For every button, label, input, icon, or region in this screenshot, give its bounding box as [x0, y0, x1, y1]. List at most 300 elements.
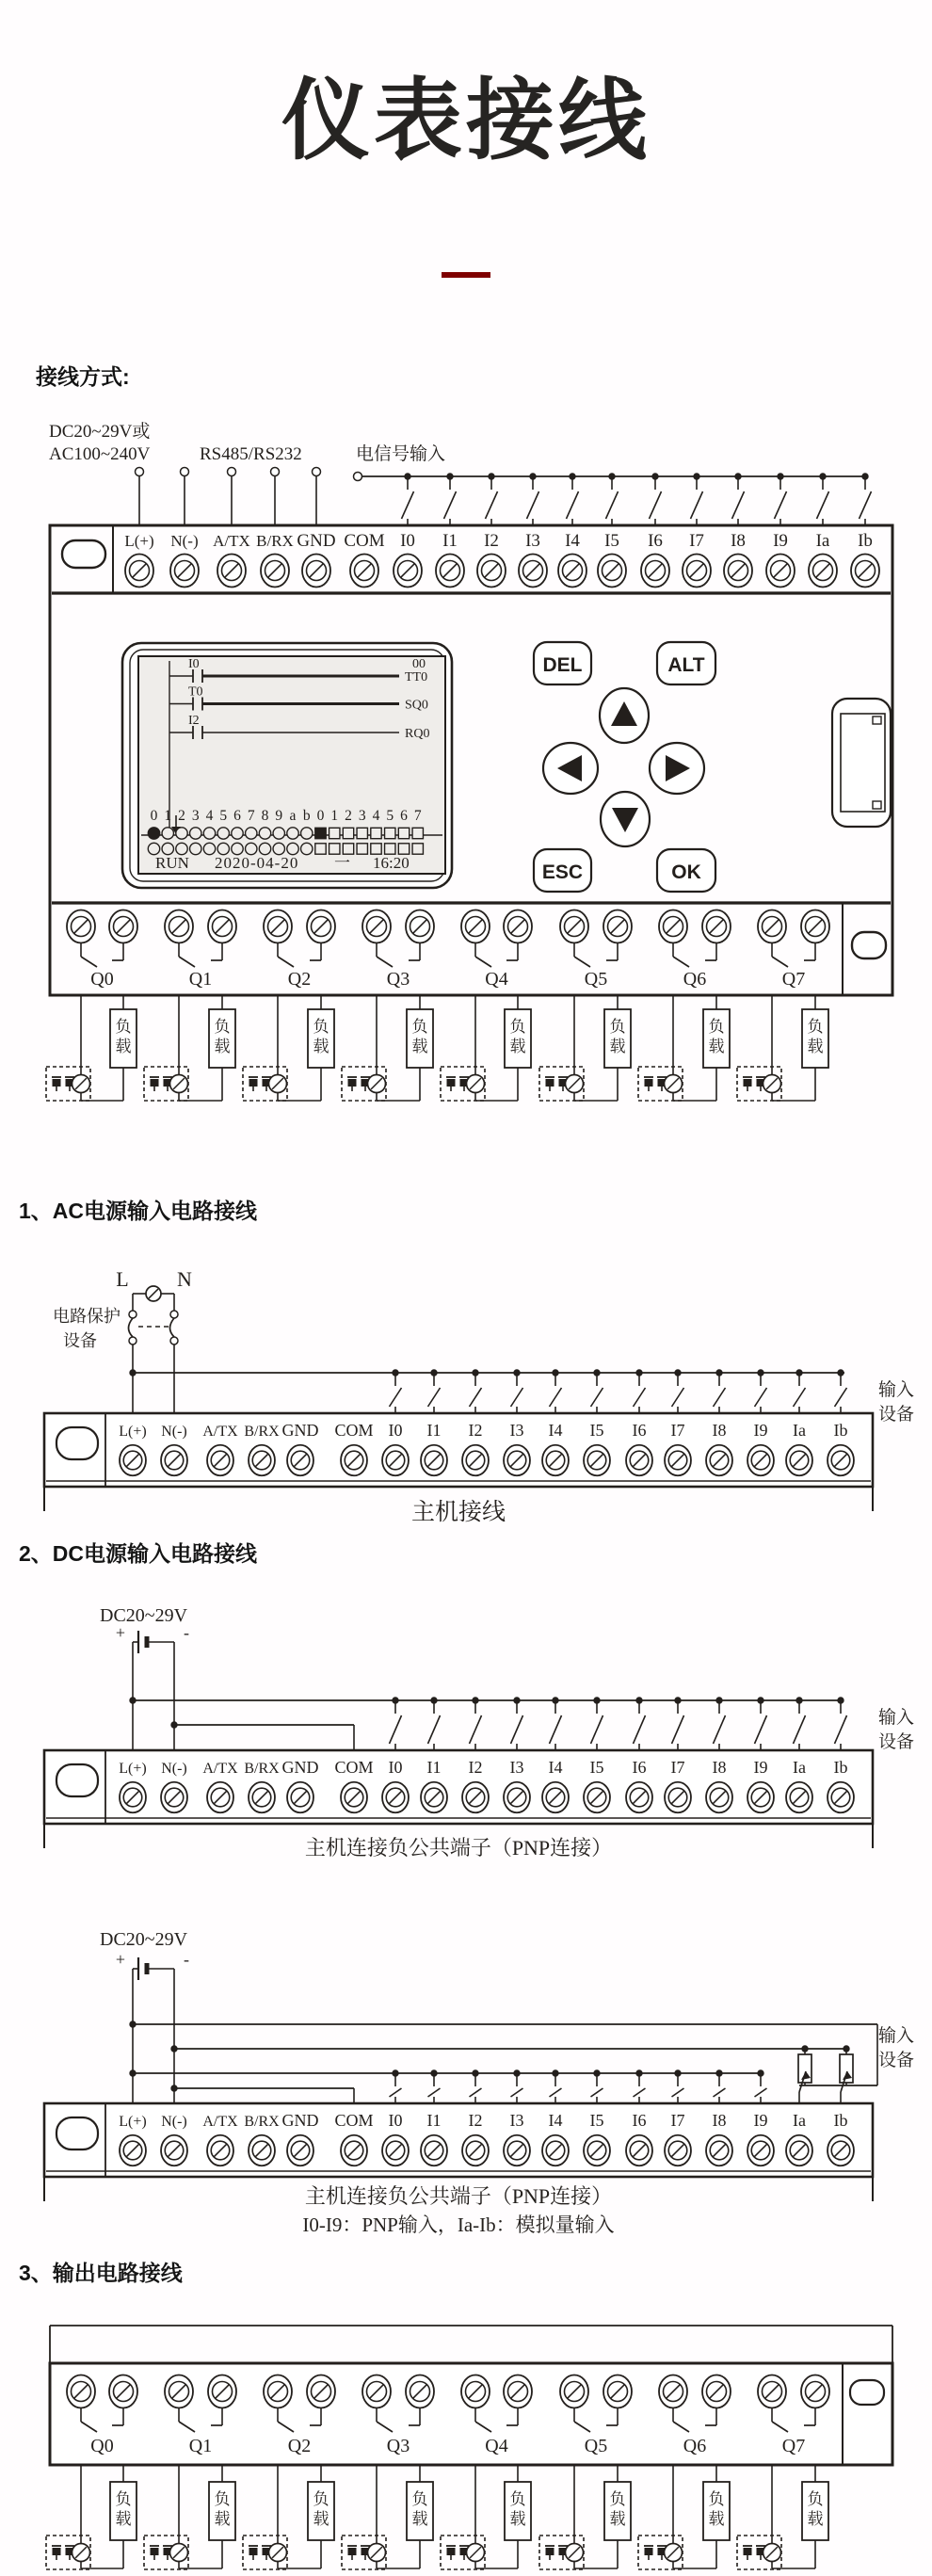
- load-box: [703, 1009, 730, 1068]
- terminal-label: I4: [548, 1421, 563, 1440]
- wire: [402, 491, 414, 519]
- terminal-label: I0: [388, 1758, 403, 1777]
- lcd-screen: [138, 656, 445, 874]
- input-device-label: 输入: [877, 1380, 915, 1400]
- terminal-screw: [109, 910, 137, 943]
- terminal-screw: [542, 1445, 569, 1476]
- terminal-screw: [851, 555, 879, 588]
- load-label: 负载: [313, 1018, 329, 1055]
- io-indicator-circle: [287, 828, 298, 839]
- terminal-label: I7: [670, 1758, 685, 1777]
- terminal-screw: [702, 910, 731, 943]
- component-glyph: [447, 2548, 456, 2555]
- terminal-label: A/TX: [202, 1424, 238, 1440]
- wire: [772, 957, 788, 967]
- terminal-label: COM: [334, 2111, 374, 2130]
- output-terminal-label: Q2: [287, 2436, 312, 2456]
- component-glyph: [151, 2548, 159, 2555]
- wire: [444, 491, 457, 519]
- terminal-label: I5: [589, 1758, 604, 1777]
- snubber-network: [342, 1067, 386, 1101]
- component-glyph: [151, 1079, 159, 1087]
- wire: [755, 1388, 767, 1407]
- wire: [691, 491, 703, 519]
- terminal-screw: [307, 2375, 335, 2408]
- figure-caption: 主机连接负公共端子（PNP连接）: [304, 2184, 613, 2208]
- lcd-index-char: 4: [205, 808, 214, 824]
- load-box: [604, 2482, 631, 2540]
- io-indicator-square: [343, 844, 353, 854]
- front-pill: [56, 1427, 98, 1459]
- lcd-index-char: 6: [400, 808, 408, 824]
- neutral-label: N: [177, 1267, 192, 1291]
- input-device-label: 输入: [877, 1708, 915, 1728]
- component-glyph: [744, 2548, 752, 2555]
- minus-sign: -: [184, 1623, 189, 1642]
- terminal-label: L(+): [119, 1424, 147, 1440]
- load-label: 负载: [609, 2490, 626, 2528]
- terminal-screw: [120, 2135, 146, 2166]
- load-box: [209, 1009, 235, 1068]
- snubber-network: [46, 1067, 90, 1101]
- output-terminal-label: Q6: [683, 969, 707, 990]
- junction-dot: [802, 2046, 808, 2052]
- terminal-screw: [382, 1782, 409, 1813]
- output-terminal-label: Q0: [90, 2436, 114, 2456]
- terminal-screw: [659, 2375, 687, 2408]
- terminal-screw: [341, 1445, 367, 1476]
- wire: [775, 491, 787, 519]
- ladder-coil-label: SQ0: [405, 698, 428, 713]
- io-indicator-circle: [176, 843, 187, 854]
- output-terminal-label: Q2: [287, 969, 312, 990]
- output-terminal-label: Q5: [584, 969, 608, 990]
- snubber-network: [737, 1067, 781, 1101]
- input-device-label: 设备: [877, 1732, 915, 1752]
- terminal-screw: [766, 555, 795, 588]
- terminal-screw: [641, 555, 669, 588]
- io-indicator-square: [398, 828, 409, 838]
- terminal-label: I1: [442, 531, 458, 551]
- terminal-screw: [362, 2375, 391, 2408]
- terminal-screw: [302, 555, 330, 588]
- terminal-label: I0: [388, 1421, 403, 1440]
- io-indicator-square: [315, 844, 326, 854]
- component-glyph: [645, 1079, 653, 1087]
- terminal-label: GND: [297, 531, 336, 551]
- lcd-index-char: 1: [164, 808, 172, 824]
- terminal-label: I1: [426, 2111, 442, 2130]
- terminal-screw: [161, 1782, 187, 1813]
- terminal-screw: [462, 1445, 489, 1476]
- io-indicator-circle: [273, 828, 284, 839]
- terminal-label: L(+): [119, 1761, 147, 1777]
- terminal-screw: [665, 2135, 691, 2166]
- terminal-screw: [665, 1445, 691, 1476]
- lcd-index-char: 8: [261, 808, 269, 824]
- terminal-screw: [828, 1782, 854, 1813]
- component-glyph: [348, 1079, 357, 1087]
- snubber-network: [737, 2536, 781, 2569]
- dc-battery: [133, 1631, 174, 1653]
- breaker-pole: [170, 1311, 178, 1318]
- output-terminal-label: Q1: [188, 969, 213, 990]
- terminal-label: I9: [753, 2111, 768, 2130]
- wire: [567, 491, 579, 519]
- terminal-screw: [747, 1782, 774, 1813]
- io-indicator-square: [329, 828, 340, 838]
- ladder-contact-label: I0: [188, 657, 200, 671]
- snubber-network: [144, 1067, 188, 1101]
- power-label-2: AC100~240V: [49, 444, 151, 464]
- terminal-label: A/TX: [202, 2114, 238, 2130]
- terminal-screw: [307, 910, 335, 943]
- junction-dot: [844, 2046, 849, 2052]
- load-box: [407, 2482, 433, 2540]
- terminal-label: Ib: [833, 1421, 848, 1440]
- terminal-label: I4: [548, 2111, 563, 2130]
- terminal-screw: [504, 910, 532, 943]
- terminal-label: Ib: [858, 531, 873, 551]
- lcd-index-char: 5: [219, 808, 228, 824]
- terminal-screw: [758, 2375, 786, 2408]
- terminal-screw: [287, 1782, 313, 1813]
- wire: [714, 1715, 726, 1744]
- terminal-screw: [801, 910, 829, 943]
- terminal-screw: [504, 2375, 532, 2408]
- terminal-screw: [436, 555, 464, 588]
- load-box: [802, 2482, 828, 2540]
- terminal-label: B/RX: [244, 1761, 280, 1777]
- terminal-label: Ia: [793, 1758, 806, 1777]
- io-indicator-circle: [273, 843, 284, 854]
- lcd-index-char: 9: [275, 808, 283, 824]
- load-box: [407, 1009, 433, 1068]
- output-terminal-label: Q5: [584, 2436, 608, 2456]
- terminal-label: I0: [400, 531, 415, 551]
- wire: [550, 1715, 562, 1744]
- terminal-label: I8: [712, 1421, 727, 1440]
- output-terminal-label: Q0: [90, 969, 114, 990]
- wire: [732, 491, 745, 519]
- wire: [428, 2088, 441, 2097]
- terminal-screw: [406, 2375, 434, 2408]
- page-title: 仪表接线: [281, 71, 651, 169]
- load-box: [308, 2482, 334, 2540]
- load-box: [110, 2482, 137, 2540]
- lcd-index-char: 7: [413, 808, 422, 824]
- terminal-screw: [747, 1445, 774, 1476]
- terminal-label: B/RX: [244, 1424, 280, 1440]
- lcd-index-char: 2: [345, 808, 352, 824]
- lcd-index-char: 5: [386, 808, 394, 824]
- del-button-label: DEL: [542, 654, 583, 676]
- terminal-label: N(-): [161, 1424, 187, 1440]
- lcd-index-char: 0: [150, 808, 158, 824]
- wire-end-circle: [354, 473, 362, 481]
- terminal-screw: [724, 555, 752, 588]
- terminal-screw: [421, 2135, 447, 2166]
- terminal-label: I8: [712, 1758, 727, 1777]
- section1-heading: 1、AC电源输入电路接线: [19, 1199, 258, 1223]
- plus-sign: +: [115, 1950, 126, 1969]
- component-glyph: [744, 1079, 752, 1087]
- load-label: 负载: [509, 1018, 526, 1055]
- io-indicator-square: [357, 844, 367, 854]
- front-pill: [852, 932, 886, 958]
- terminal-screw: [626, 1782, 652, 1813]
- wire: [672, 2088, 684, 2097]
- wire-end-circle: [228, 468, 236, 476]
- io-indicator-circle: [301, 843, 313, 854]
- io-indicator-circle: [246, 843, 257, 854]
- wire: [634, 1715, 646, 1744]
- terminal-screw: [362, 910, 391, 943]
- terminal-label: I9: [773, 531, 788, 551]
- terminal-screw: [287, 1445, 313, 1476]
- terminal-screw: [786, 2135, 812, 2166]
- terminal-screw: [584, 1445, 610, 1476]
- figure-caption: 主机接线: [410, 1500, 506, 1525]
- terminal-label: I1: [426, 1421, 442, 1440]
- terminal-screw: [261, 555, 289, 588]
- output-terminal-label: Q4: [485, 969, 508, 990]
- wire: [486, 491, 498, 519]
- load-box: [703, 2482, 730, 2540]
- terminal-screw: [165, 910, 193, 943]
- lcd-index-char: 6: [233, 808, 241, 824]
- snubber-network: [441, 2536, 485, 2569]
- output-terminal-label: Q7: [781, 969, 806, 990]
- lcd-index-char: 0: [316, 808, 325, 824]
- figure-dc-pnp-analog-input: [0, 1892, 932, 2241]
- lcd-weekday: 一: [334, 854, 350, 872]
- wire: [755, 2088, 767, 2097]
- terminal-screw: [603, 910, 632, 943]
- figure-output-circuit: [0, 2297, 932, 2576]
- wire: [673, 957, 689, 967]
- wire: [81, 957, 97, 967]
- io-indicator-circle: [246, 828, 257, 839]
- terminal-screw: [801, 2375, 829, 2408]
- terminal-screw: [264, 2375, 292, 2408]
- front-pill: [62, 540, 105, 568]
- terminal-label: I2: [484, 531, 499, 551]
- terminal-screw: [477, 555, 506, 588]
- wire: [591, 2088, 603, 2097]
- terminal-screw: [603, 2375, 632, 2408]
- terminal-screw: [504, 1782, 530, 1813]
- wire: [817, 491, 829, 519]
- terminal-screw: [758, 910, 786, 943]
- component-glyph: [546, 2548, 554, 2555]
- terminal-label: B/RX: [256, 532, 294, 550]
- terminal-screw: [665, 1782, 691, 1813]
- terminal-label: GND: [281, 1421, 319, 1440]
- load-box: [505, 1009, 531, 1068]
- load-label: 负载: [115, 2490, 132, 2528]
- terminal-screw: [626, 1445, 652, 1476]
- figure-caption-note: I0-I9：PNP输入，Ia-Ib：模拟量输入: [302, 2214, 615, 2236]
- terminal-label: I7: [670, 2111, 685, 2130]
- terminal-screw: [809, 555, 837, 588]
- terminal-screw: [341, 1782, 367, 1813]
- terminal-screw: [786, 1445, 812, 1476]
- io-indicator-square: [398, 844, 409, 854]
- terminal-screw: [519, 555, 547, 588]
- load-label: 负载: [708, 1018, 725, 1055]
- lcd-index-char: 3: [358, 808, 366, 824]
- io-indicator-square: [412, 844, 423, 854]
- io-indicator-square: [371, 828, 381, 838]
- load-label: 负载: [509, 2490, 526, 2528]
- minus-sign: -: [184, 1950, 189, 1969]
- lcd-index-char: 3: [191, 808, 200, 824]
- snubber-network: [441, 1067, 485, 1101]
- signal-input-label: 电信号输入: [356, 444, 446, 464]
- wire: [390, 1715, 402, 1744]
- terminal-screw: [207, 1782, 233, 1813]
- io-indicator-square: [371, 844, 381, 854]
- terminal-label: COM: [334, 1421, 374, 1440]
- wire: [634, 1388, 646, 1407]
- snubber-network: [243, 2536, 287, 2569]
- terminal-label: I3: [509, 1421, 524, 1440]
- io-indicator-circle: [162, 843, 173, 854]
- io-indicator-circle: [232, 843, 243, 854]
- wiring-method-heading: 接线方式:: [36, 364, 130, 389]
- lcd-index-char: a: [289, 808, 297, 824]
- terminal-screw: [382, 2135, 409, 2166]
- comm-label: RS485/RS232: [200, 444, 302, 464]
- load-label: 负载: [807, 2490, 824, 2528]
- terminal-screw: [598, 555, 626, 588]
- io-indicator-circle: [217, 828, 229, 839]
- load-label: 负载: [214, 1018, 231, 1055]
- terminal-screw: [264, 910, 292, 943]
- load-label: 负载: [313, 2490, 329, 2528]
- wire: [390, 1388, 402, 1407]
- output-terminal-label: Q1: [188, 2436, 213, 2456]
- terminal-label: I9: [753, 1758, 768, 1777]
- terminal-screw: [626, 2135, 652, 2166]
- terminal-screw: [170, 555, 199, 588]
- wire-end-circle: [313, 468, 321, 476]
- wire: [278, 957, 294, 967]
- terminal-label: I4: [548, 1758, 563, 1777]
- io-indicator-square: [357, 828, 367, 838]
- load-box: [802, 1009, 828, 1068]
- terminal-screw: [558, 555, 587, 588]
- terminal-label: COM: [344, 531, 385, 551]
- terminal-label: B/RX: [244, 2114, 280, 2130]
- junction-dot: [130, 1370, 136, 1376]
- wire: [714, 1388, 726, 1407]
- wire: [527, 491, 539, 519]
- terminal-label: A/TX: [213, 532, 250, 550]
- terminal-screw: [702, 2375, 731, 2408]
- terminal-screw: [706, 1445, 732, 1476]
- snubber-network: [638, 1067, 683, 1101]
- wire: [511, 1388, 523, 1407]
- terminal-label: I5: [604, 531, 619, 551]
- terminal-screw: [421, 1445, 447, 1476]
- protect-device-label: 电路保护: [53, 1307, 121, 1326]
- terminal-screw: [120, 1445, 146, 1476]
- terminal-label: N(-): [161, 2114, 187, 2130]
- terminal-screw: [542, 2135, 569, 2166]
- wire: [428, 1388, 441, 1407]
- wire: [672, 1388, 684, 1407]
- terminal-label: I2: [468, 1758, 483, 1777]
- io-indicator-circle: [301, 828, 313, 839]
- io-indicator-circle: [259, 843, 270, 854]
- io-indicator-circle: [148, 828, 159, 839]
- terminal-label: I3: [525, 531, 540, 551]
- component-glyph: [53, 2548, 61, 2555]
- terminal-label: I3: [509, 2111, 524, 2130]
- terminal-label: I0: [388, 2111, 403, 2130]
- component-glyph: [249, 1079, 258, 1087]
- wire: [591, 1388, 603, 1407]
- terminal-screw: [406, 910, 434, 943]
- terminal-label: I6: [648, 531, 663, 551]
- junction-dot: [171, 2046, 177, 2052]
- io-indicator-circle: [203, 828, 215, 839]
- terminal-screw: [207, 1445, 233, 1476]
- output-terminal-label: Q4: [485, 2436, 508, 2456]
- terminal-screw: [217, 555, 246, 588]
- output-terminal-label: Q3: [386, 969, 410, 990]
- dc-voltage-label: DC20~29V: [100, 1605, 188, 1626]
- wire: [377, 957, 393, 967]
- lcd-index-char: 1: [330, 808, 339, 824]
- figure-main-device-wiring: [0, 405, 932, 1120]
- snubber-network: [539, 2536, 584, 2569]
- component-glyph: [546, 1079, 554, 1087]
- wire-end-circle: [136, 468, 144, 476]
- io-indicator-circle: [217, 843, 229, 854]
- line-label: L: [116, 1267, 129, 1291]
- terminal-label: I9: [753, 1421, 768, 1440]
- terminal-screw: [120, 1782, 146, 1813]
- breaker-blade: [129, 1318, 134, 1337]
- io-indicator-circle: [176, 828, 187, 839]
- terminal-screw: [504, 1445, 530, 1476]
- wire: [672, 1715, 684, 1744]
- terminal-screw: [161, 2135, 187, 2166]
- terminal-label: Ia: [793, 1421, 806, 1440]
- wire: [470, 2088, 482, 2097]
- wire: [794, 1388, 806, 1407]
- wire: [511, 2088, 523, 2097]
- terminal-label: I3: [509, 1758, 524, 1777]
- load-label: 负载: [115, 1018, 132, 1055]
- load-label: 负载: [708, 2490, 725, 2528]
- terminal-screw: [828, 2135, 854, 2166]
- io-indicator-circle: [190, 843, 201, 854]
- load-label: 负载: [411, 1018, 428, 1055]
- output-terminal-label: Q3: [386, 2436, 410, 2456]
- terminal-label: GND: [281, 2111, 319, 2130]
- wire-end-circle: [271, 468, 280, 476]
- load-box: [505, 2482, 531, 2540]
- terminal-screw: [461, 910, 490, 943]
- terminal-label: I1: [426, 1758, 442, 1777]
- ladder-contact-label: I2: [188, 714, 200, 728]
- terminal-label: I7: [670, 1421, 685, 1440]
- wire: [835, 1388, 847, 1407]
